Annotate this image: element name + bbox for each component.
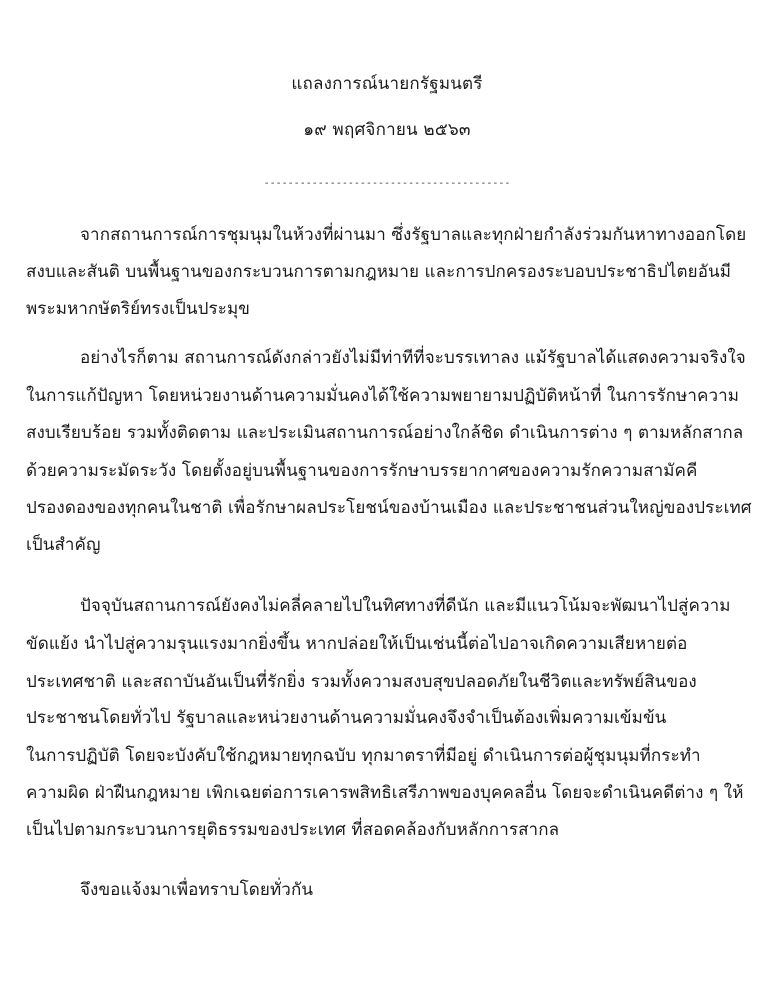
text-line: สงบและสันติ บนพื้นฐานของกระบวนการตามกฎหมาย และการปกครองระบอบประชาธิปไตยอันมี xyxy=(26,262,732,282)
text-line: อย่างไรก็ตาม สถานการณ์ดังกล่าวยังไม่มีท่าทีที่จะบรรเทาลง แม้รัฐบาลได้แสดงความจริงใจ xyxy=(80,348,746,368)
document-title: แถลงการณ์นายกรัฐมนตรี xyxy=(291,74,483,94)
text-line: ขัดแย้ง นำไปสู่ความรุนแรงมากยิ่งขึ้น หากปล่อยให้เป็นเช่นนี้ต่อไปอาจเกิดความเสียหายต่อ xyxy=(26,634,688,654)
document-date: ๑๙ พฤศจิกายน ๒๕๖๓ xyxy=(303,120,471,140)
divider-line: ----------------------------------------- xyxy=(263,178,511,189)
text-line: ในการแก้ปัญหา โดยหน่วยงานด้านความมั่นคงได้ใช้ความพยายามปฏิบัติหน้าที่ ในการรักษาความ xyxy=(26,386,740,406)
text-line: ปรองดองของทุกคนในชาติ เพื่อรักษาผลประโยชน์ของบ้านเมือง และประชาชนส่วนใหญ่ของประเทศ xyxy=(26,498,752,518)
text-line: ประเทศชาติ และสถาบันอันเป็นที่รักยิ่ง รวมทั้งความสงบสุขปลอดภัยในชีวิตและทรัพย์สินของ xyxy=(26,672,697,692)
text-line: จากสถานการณ์การชุมนุมในห้วงที่ผ่านมา ซึ่งรัฐบาลและทุกฝ่ายกำลังร่วมกันหาทางออกโดย xyxy=(80,225,747,245)
text-line: พระมหากษัตริย์ทรงเป็นประมุข xyxy=(26,299,250,319)
text-line: เป็นสำคัญ xyxy=(26,535,101,555)
text-line: ด้วยความระมัดระวัง โดยตั้งอยู่บนพื้นฐานของการรักษาบรรยากาศของความรักความสามัคคี xyxy=(26,461,698,481)
text-line: ประชาชนโดยทั่วไป รัฐบาลและหน่วยงานด้านความมั่นคงจึงจำเป็นต้องเพิ่มความเข้มข้น xyxy=(26,708,667,728)
text-line: ปัจจุบันสถานการณ์ยังคงไม่คลี่คลายไปในทิศทางที่ดีนัก และมีแนวโน้มจะพัฒนาไปสู่ความ xyxy=(80,596,731,616)
text-line: ความผิด ฝ่าฝืนกฎหมาย เพิกเฉยต่อการเคารพสิทธิเสรีภาพของบุคคลอื่น โดยจะดำเนินคดีต่าง ๆ ให้ xyxy=(26,783,744,803)
text-line: สงบเรียบร้อย รวมทั้งติดตาม และประเมินสถานการณ์อย่างใกล้ชิด ดำเนินการต่าง ๆ ตามหลักสากล xyxy=(26,423,744,443)
text-line: เป็นไปตามกระบวนการยุติธรรมของประเทศ ที่สอดคล้องกับหลักการสากล xyxy=(26,820,560,840)
closing-line: จึงขอแจ้งมาเพื่อทราบโดยทั่วกัน xyxy=(80,880,314,900)
text-line: ในการปฏิบัติ โดยจะบังคับใช้กฎหมายทุกฉบับ ทุกมาตราที่มีอยู่ ดำเนินการต่อผู้ชุมนุมที่กระทำ xyxy=(26,746,701,766)
